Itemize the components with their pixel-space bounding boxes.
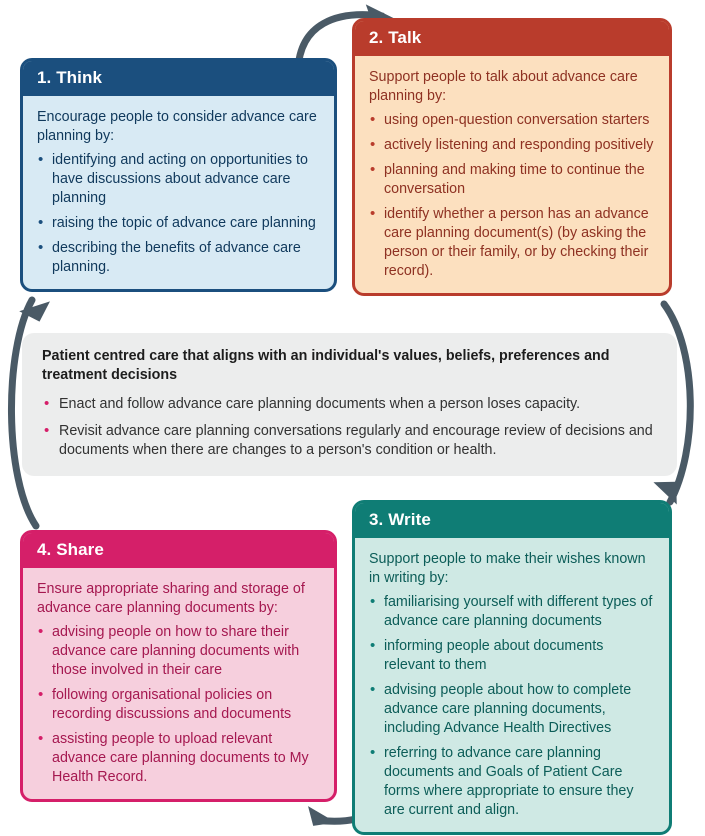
centre-panel <box>22 333 677 476</box>
card-talk-body <box>355 56 669 293</box>
list-item: • describing the benefits of advance care planning. <box>37 239 320 277</box>
card-think[interactable] <box>20 58 337 292</box>
list-item: • identify whether a person has an advance care planning document(s) (by asking the person or their family, or by checking their record). <box>369 205 655 281</box>
card-write[interactable] <box>352 500 672 835</box>
card-talk-header: 2. Talk <box>355 21 669 56</box>
list-item: • actively listening and responding positively <box>369 136 655 155</box>
list-item: • using open-question conversation starters <box>369 111 655 130</box>
card-write-body <box>355 538 669 832</box>
card-think-list <box>37 151 320 277</box>
card-share-list <box>37 623 320 787</box>
card-write-header: 3. Write <box>355 503 669 538</box>
card-share-header: 4. Share <box>23 533 334 568</box>
card-write-list <box>369 593 655 820</box>
card-think-intro: Encourage people to consider advance care planning by: <box>37 109 317 144</box>
centre-panel-list <box>42 395 657 460</box>
card-share-intro: Ensure appropriate sharing and storage of advance care planning documents by: <box>37 581 305 616</box>
list-item: • following organisational policies on recording discussions and documents <box>37 686 320 724</box>
list-item: • advising people on how to share their advance care planning documents with those involved in their care <box>37 623 320 680</box>
card-think-header: 1. Think <box>23 61 334 96</box>
card-share[interactable] <box>20 530 337 802</box>
list-item: • raising the topic of advance care planning <box>37 214 320 233</box>
list-item: • Enact and follow advance care planning documents when a person loses capacity. <box>42 395 657 414</box>
card-think-body <box>23 96 334 289</box>
list-item: • referring to advance care planning documents and Goals of Patient Care forms where appropriate to ensure they are current and align. <box>369 744 655 820</box>
card-talk-list <box>369 111 655 281</box>
card-write-intro: Support people to make their wishes known in writing by: <box>369 551 646 586</box>
list-item: • informing people about documents relevant to them <box>369 637 655 675</box>
list-item: • identifying and acting on opportunities to have discussions about advance care planning <box>37 151 320 208</box>
centre-panel-title: Patient centred care that aligns with an individual's values, beliefs, preferences and treatment decisions <box>42 348 610 383</box>
card-share-body <box>23 568 334 799</box>
list-item: • planning and making time to continue the conversation <box>369 161 655 199</box>
card-talk[interactable] <box>352 18 672 296</box>
list-item: • assisting people to upload relevant advance care planning documents to My Health Record. <box>37 730 320 787</box>
card-talk-intro: Support people to talk about advance care planning by: <box>369 69 638 104</box>
list-item: • Revisit advance care planning conversations regularly and encourage review of decisions and documents when there are changes to a person's condition or health. <box>42 422 657 460</box>
list-item: • advising people about how to complete advance care planning documents, including Advance Health Directives <box>369 681 655 738</box>
list-item: • familiarising yourself with different types of advance care planning documents <box>369 593 655 631</box>
